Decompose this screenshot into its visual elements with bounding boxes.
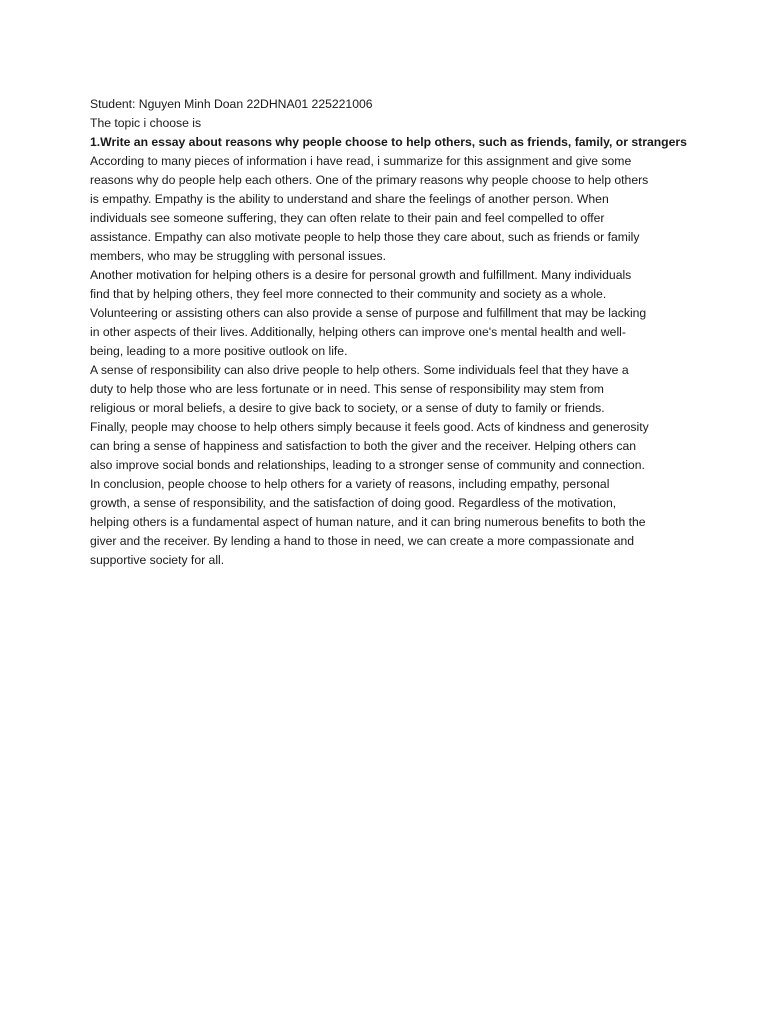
paragraph-conclusion: In conclusion, people choose to help others for a variety of reasons, including empathy, personal growth, a sense of responsibility, and the satisfaction of doing good. Regardless of the motivation, helping others is a fundamental aspect of human nature, and it can bring numerous benefits to both the giver and the receiver. By lending a hand to those in need, we can create a more compassionate and supportive society for all.: [90, 477, 646, 567]
paragraph-responsibility: A sense of responsibility can also drive people to help others. Some individuals feel that they have a duty to help those who are less fortunate or in need. This sense of responsibility may stem from religious or moral beliefs, a desire to give back to society, or a sense of duty to family or friends.: [90, 363, 629, 415]
paragraph-feels-good: Finally, people may choose to help others simply because it feels good. Acts of kindness and generosity can bring a sense of happiness and satisfaction to both the giver and the receiver. Helping others can also improve social bonds and relationships, leading to a stronger sense of community and connection.: [90, 420, 649, 472]
paragraph-personal-growth: Another motivation for helping others is a desire for personal growth and fulfillment. Many individuals find that by helping others, they feel more connected to their community and society as a whole. Volunteering or assisting others can also provide a sense of purpose and fulfillment that may be lacking in other aspects of their lives. Additionally, helping others can improve one's mental health and well- being, leading to a more positive outlook on life.: [90, 268, 647, 358]
topic-intro: The topic i choose is: [90, 116, 202, 130]
essay-question: 1.Write an essay about reasons why people choose to help others, such as friends, family, or strangers: [90, 135, 687, 149]
student-line: Student: Nguyen Minh Doan 22DHNA01 225221006: [90, 97, 373, 111]
document-body: [90, 95, 690, 570]
paragraph-empathy: According to many pieces of information i have read, i summarize for this assignment and give some reasons why do people help each others. One of the primary reasons why people choose to help others is empathy. Empathy is the ability to understand and share the feelings of another person. When individuals see someone suffering, they can often relate to their pain and feel compelled to offer assistance. Empathy can also motivate people to help those they care about, such as friends or family members, who may be struggling with personal issues.: [90, 154, 649, 263]
